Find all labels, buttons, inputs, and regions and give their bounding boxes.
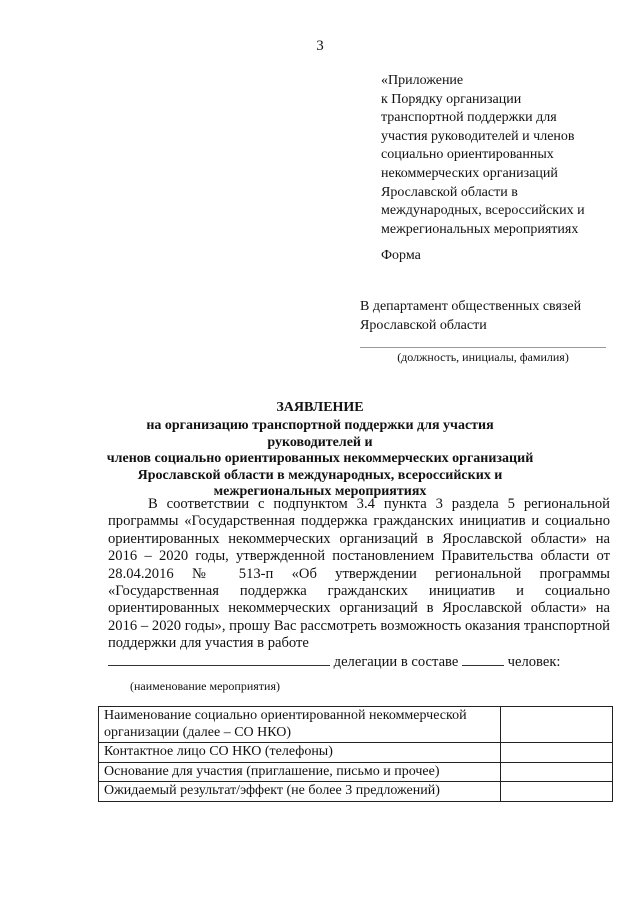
row-label: Ожидаемый результат/эффект (не более 3 предложений) — [99, 782, 501, 802]
event-name-blank[interactable] — [108, 653, 330, 666]
appendix-line: международных, всероссийских и — [381, 203, 585, 219]
row-value-cell[interactable] — [501, 762, 613, 782]
body-paragraph: В соответствии с подпунктом 3.4 пункта 3 раздела 5 региональной программы «Государственная поддержка гражданских инициатив и социально ориентированных некоммерческих организаций в Ярославской области» на 2016 – 2020 годы, утвержденной постановлением Правительства области от 28.04.2016 № 513-п «Об утверждении региональной программы «Государственная поддержка гражданских инициатив и социально ориентированных некоммерческих организаций в Ярославской области» на 2016 – 2020 годы», прошу Вас рассмотреть возможность оказания транспортной поддержки для участия в работе — [108, 496, 610, 652]
appendix-line: участия руководителей и членов — [381, 128, 575, 144]
delegation-size-blank[interactable] — [462, 653, 504, 666]
form-label: Форма — [381, 248, 421, 263]
row-label: Основание для участия (приглашение, письмо и прочее) — [99, 762, 501, 782]
table-row — [99, 782, 613, 802]
row-label: Наименование социально ориентированной некоммерческой организации (далее – СО НКО) — [99, 707, 501, 743]
subtitle-line: межрегиональных мероприятиях — [213, 484, 427, 499]
statement-body — [108, 496, 610, 671]
people-text: человек: — [507, 653, 561, 670]
appendix-line: социально ориентированных — [381, 147, 554, 163]
page-number: 3 — [316, 38, 324, 54]
table-row — [99, 707, 613, 743]
recipient-line: Ярославской области — [360, 317, 487, 333]
appendix-line: некоммерческих организаций — [381, 165, 558, 181]
recipient-caption: (должность, инициалы, фамилия) — [397, 350, 569, 364]
subtitle-line: на организацию транспортной поддержки для участия руководителей и — [146, 418, 494, 450]
appendix-line: к Порядку организации — [381, 91, 522, 107]
subtitle-line: членов социально ориентированных некоммерческих организаций — [106, 451, 534, 466]
recipient-signature-line — [360, 347, 606, 348]
table-row — [99, 762, 613, 782]
recipient-line: В департамент общественных связей — [360, 299, 582, 314]
nko-info-table — [98, 706, 613, 802]
row-value-cell[interactable] — [501, 707, 613, 743]
table-row — [99, 743, 613, 763]
row-value-cell[interactable] — [501, 743, 613, 763]
appendix-line: «Приложение — [381, 73, 464, 88]
event-caption: (наименование мероприятия) — [130, 679, 280, 693]
subtitle-line: Ярославской области в международных, всероссийских и — [137, 467, 503, 483]
appendix-header — [381, 72, 631, 239]
statement-title: ЗАЯВЛЕНИЕ — [276, 400, 364, 415]
row-value-cell[interactable] — [501, 782, 613, 802]
recipient-block — [360, 298, 620, 335]
appendix-line: транспортной поддержки для — [381, 110, 557, 126]
row-label: Контактное лицо СО НКО (телефоны) — [99, 743, 501, 763]
appendix-line: межрегиональных мероприятиях — [381, 221, 579, 237]
delegation-text: делегации в составе — [333, 653, 459, 670]
appendix-line: Ярославской области в — [381, 184, 518, 200]
statement-subtitle — [100, 418, 540, 501]
